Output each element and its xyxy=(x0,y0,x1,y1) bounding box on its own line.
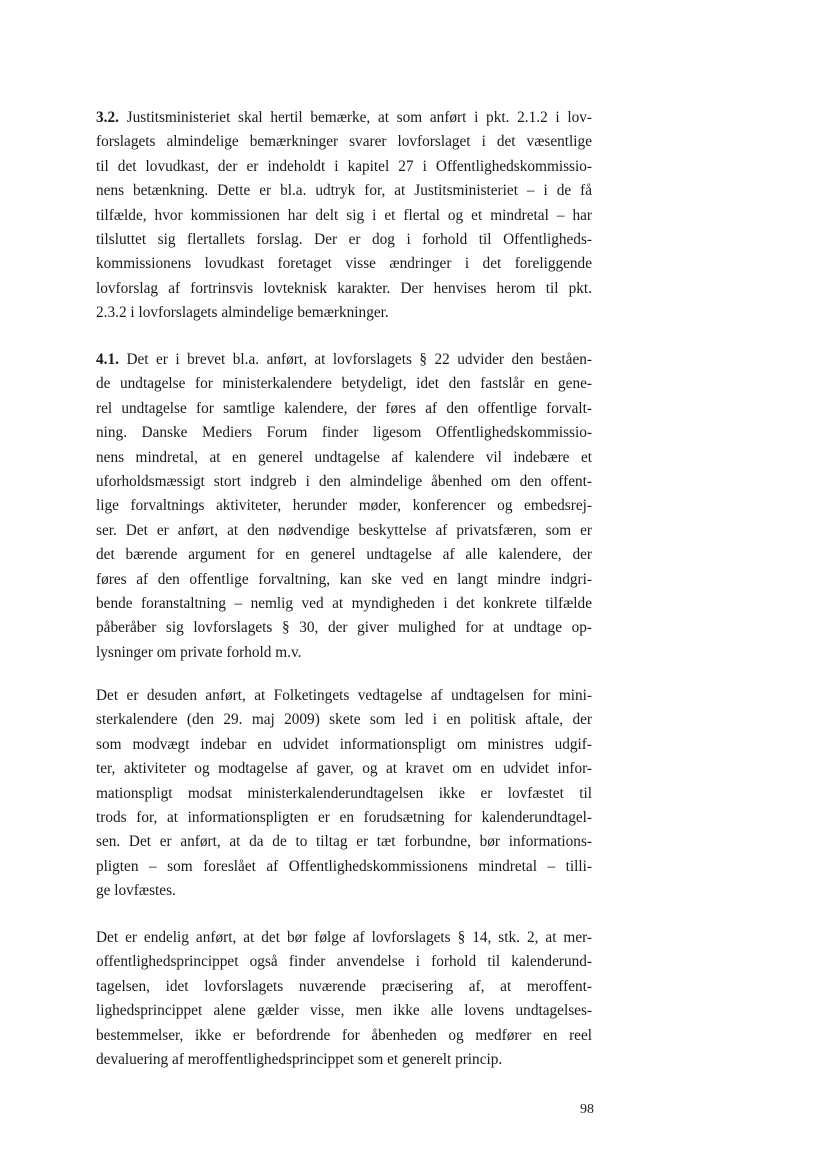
text-line: mationspligt modsat ministerkalenderundtagelsen ikke er lovfæstet til xyxy=(96,784,592,802)
text-line: de undtagelse for ministerkalendere betydeligt, idet den fastslår en gene- xyxy=(96,375,592,393)
text-line: tilsluttet sig flertallets forslag. Der er dog i forhold til Offentligheds- xyxy=(96,231,592,249)
text-line: sterkalendere (den 29. maj 2009) skete som led i en politisk aftale, der xyxy=(96,711,592,729)
text-line: bende foranstaltning – nemlig ved at myndigheden i det konkrete tilfælde xyxy=(96,595,592,613)
section-number: 3.2. xyxy=(96,109,119,126)
text-line: kommissionens lovudkast foretaget visse ændringer i det foreliggende xyxy=(96,255,592,273)
text-line: ning. Danske Mediers Forum finder ligesom Offentlighedskommissio- xyxy=(96,424,592,442)
text-line: trods for, at informationspligten er en forudsætning for kalenderundtagel- xyxy=(96,809,592,827)
text-line: bestemmelser, ikke er befordrende for åbenheden og medfører en reel xyxy=(96,1026,592,1044)
text-line: Det er endelig anført, at det bør følge af lovforslagets § 14, stk. 2, at mer- xyxy=(96,929,592,946)
text-line: til det lovudkast, der er indeholdt i kapitel 27 i Offentlighedskommissio- xyxy=(96,157,592,175)
text-line: Det er i brevet bl.a. anført, at lovforslagets § 22 udvider den beståen- xyxy=(126,351,593,368)
text-line: Det er desuden anført, at Folketingets vedtagelse af undtagelsen for mini- xyxy=(96,687,592,704)
text-line: uforholdsmæssigt stort indgreb i den almindelige åbenhed om den offent- xyxy=(96,473,592,491)
text-line: sen. Det er anført, at da de to tiltag er tæt forbundne, bør informations- xyxy=(96,833,592,851)
text-line: rel undtagelse for samtlige kalendere, der føres af den offentlige forvalt- xyxy=(96,399,592,417)
text-line: lysninger om private forhold m.v. xyxy=(96,643,302,661)
text-line: pligten – som foreslået af Offentlighedskommissionens mindretal – tilli- xyxy=(96,857,592,875)
page-number: 98 xyxy=(580,1102,594,1117)
text-line: nens mindretal, at en generel undtagelse af kalendere vil indebære et xyxy=(96,448,592,466)
text-line: nens betænkning. Dette er bl.a. udtryk for, at Justitsministeriet – i de få xyxy=(96,182,592,200)
text-line: devaluering af meroffentlighedsprincippet som et generelt princip. xyxy=(96,1051,503,1069)
paragraph-folketinget xyxy=(96,684,592,904)
text-line: lighedsprincippet alene gælder visse, men ikke alle lovens undtagelses- xyxy=(96,1002,592,1020)
text-line: som modvægt indebar en udvidet informationspligt om ministres udgif- xyxy=(96,735,592,753)
paragraph-4-1 xyxy=(96,348,592,665)
section-number: 4.1. xyxy=(96,351,119,368)
text-line: lige forvaltnings aktiviteter, herunder møder, konferencer og embedsrej- xyxy=(96,497,592,515)
text-line: lovforslag af fortrinsvis lovteknisk karakter. Der henvises herom til pkt. xyxy=(96,279,592,297)
text-line: Justitsministeriet skal hertil bemærke, at som anført i pkt. 2.1.2 i lov- xyxy=(126,109,593,126)
text-line: 2.3.2 i lovforslagets almindelige bemærkninger. xyxy=(96,304,389,322)
text-line: tilfælde, hvor kommissionen har delt sig i et flertal og et mindretal – har xyxy=(96,206,592,224)
text-line: tagelsen, idet lovforslagets nuværende præcisering af, at meroffent- xyxy=(96,977,592,995)
text-line: føres af den offentlige forvaltning, kan ske ved en langt mindre indgri- xyxy=(96,570,592,588)
text-line: ser. Det er anført, at den nødvendige beskyttelse af privatsfæren, som er xyxy=(96,521,592,539)
text-line: påberåber sig lovforslagets § 30, der giver mulighed for at undtage op- xyxy=(96,619,592,637)
paragraph-3-2 xyxy=(96,106,592,326)
text-line: offentlighedsprincippet også finder anvendelse i forhold til kalenderund- xyxy=(96,953,592,971)
text-line: ge lovfæstes. xyxy=(96,882,176,900)
text-line: det bærende argument for en generel undtagelse af alle kalendere, der xyxy=(96,546,592,564)
text-line: forslagets almindelige bemærkninger svarer lovforslaget i det væsentlige xyxy=(96,133,592,151)
paragraph-meroffentlighed xyxy=(96,926,592,1072)
text-line: ter, aktiviteter og modtagelse af gaver, og at kravet om en udvidet infor- xyxy=(96,760,592,778)
